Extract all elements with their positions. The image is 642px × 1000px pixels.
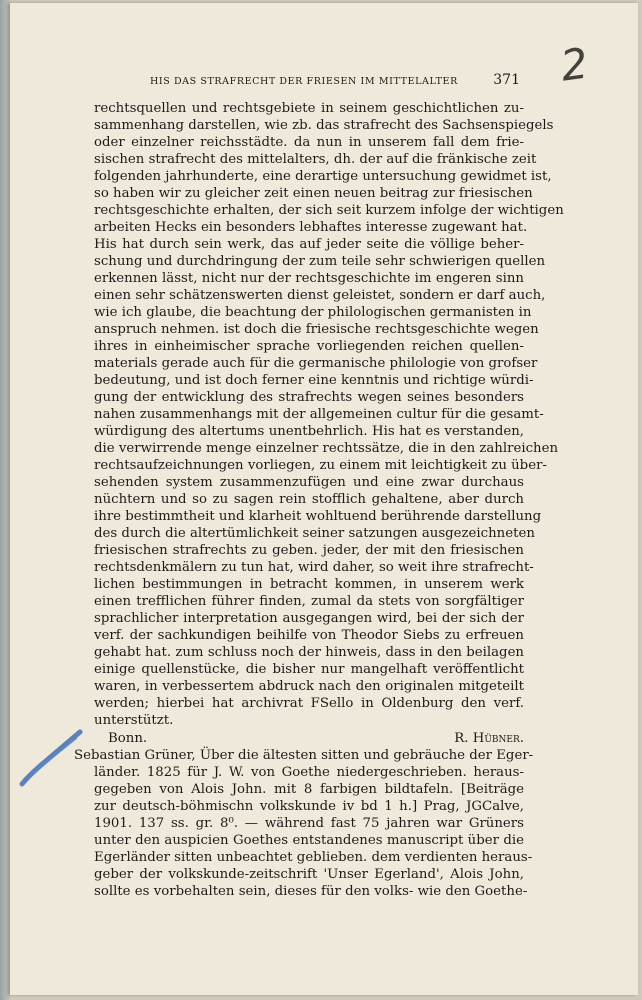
text-line: werden; hierbei hat archivrat FSello in Oldenburg den verf. [94,696,524,711]
book-spine [0,0,10,1000]
text-line: schung und durchdringung der zum teile sehr schwierigen quellen [94,254,546,269]
text-line: zur deutsch-böhmischn volkskunde iv bd 1 h.] Prag, JGCalve, [94,799,524,814]
text-line: His hat durch sein werk, das auf jeder seite die völlige beher- [94,237,524,252]
text-line: Sebastian Grüner, Über die ältesten sitten und gebräuche der Eger- [74,748,534,763]
text-line: die verwirrende menge einzelner rechtssätze, die in den zahlreichen [94,441,559,456]
text-line: gehabt hat. zum schluss noch der hinweis, dass in den beilagen [94,645,524,660]
page-number: 371 [493,72,520,88]
text-line: einige quellenstücke, die bisher nur mangelhaft veröffentlicht [94,662,524,677]
text-line: gegeben von Alois John. mit 8 farbigen bildtafeln. [Beiträge [94,782,524,797]
text-line: oder einzelner reichsstädte. da nun in unserem fall dem frie- [94,135,524,150]
review-paragraph-gruener [74,747,534,900]
text-line: länder. 1825 für J. W. von Goethe niedergeschrieben. heraus- [94,765,524,780]
signature-place: Bonn. [108,731,148,746]
pencil-annotation: 2 [557,38,592,91]
text-line: nüchtern und so zu sagen rein stofflich gehaltene, aber durch [94,492,524,507]
text-line: folgenden jahrhunderte, eine derartige untersuchung gewidmet ist, [94,169,552,184]
text-line: unter den auspicien Goethes entstandenes manuscript über die [94,833,524,848]
text-line: gung der entwicklung des strafrechts wegen seines besonders [94,390,524,405]
signature-author: R. Hübner. [454,731,524,746]
text-line: rechtsdenkmälern zu tun hat, wird daher, so weit ihre strafrecht- [94,560,534,575]
text-line: bedeutung, und ist doch ferner eine kenntnis und richtige würdi- [94,373,534,388]
text-line: ihres in einheimischer sprache vorliegenden reichen quellen- [94,339,524,354]
running-title: HIS DAS STRAFRECHT DER FRIESEN IM MITTELALTER [150,76,458,87]
text-line: nahen zusammenhangs mit der allgemeinen cultur für die gesamt- [94,407,544,422]
text-line: einen sehr schätzenswerten dienst geleistet, sondern er darf auch, [94,288,546,303]
text-line: Egerländer sitten unbeachtet geblieben. dem verdienten heraus- [94,850,533,865]
text-line: rechtsaufzeichnungen vorliegen, zu einem mit leichtigkeit zu über- [94,458,547,473]
text-line: rechtsgeschichte erhalten, der sich seit kurzem infolge der wichtigen [94,203,564,218]
text-line: arbeiten Hecks ein besonders lebhaftes interesse zugewant hat. [94,220,528,235]
text-line: waren, in verbessertem abdruck nach den originalen mitgeteilt [94,679,524,694]
text-line: geber der volkskunde-zeitschrift 'Unser Egerland', Alois John, [94,867,524,882]
text-line: unterstützt. [94,713,174,728]
review-signature [94,730,524,747]
text-line: materials gerade auch für die germanische philologie von grofser [94,356,538,371]
page-body [74,100,564,900]
text-line: anspruch nehmen. ist doch die friesische rechtsgeschichte wegen [94,322,539,337]
text-line: sammenhang darstellen, wie zb. das strafrecht des Sachsenspiegels [94,118,554,133]
text-line: einen trefflichen führer finden, zumal da stets von sorgfältiger [94,594,524,609]
text-line: sollte es vorbehalten sein, dieses für den volks- wie den Goethe- [94,884,528,899]
text-line: ihre bestimmtheit und klarheit wohltuend berührende darstellung [94,509,542,524]
text-line: rechtsquellen und rechtsgebiete in seinem geschichtlichen zu- [94,101,524,116]
text-line: verf. der sachkundigen beihilfe von Theodor Siebs zu erfreuen [94,628,524,643]
text-line: 1901. 137 ss. gr. 8⁰. — während fast 75 jahren war Grüners [94,816,524,831]
text-line: so haben wir zu gleicher zeit einen neuen beitrag zur friesischen [94,186,533,201]
text-line: des durch die altertümlichkeit seiner satzungen ausgezeichneten [94,526,535,541]
text-line: würdigung des altertums unentbehrlich. His hat es verstanden, [94,424,524,439]
text-line: erkennen lässt, nicht nur der rechtsgeschichte im engeren sinn [94,271,524,286]
text-line: lichen bestimmungen in betracht kommen, in unserem werk [94,577,524,592]
text-line: friesischen strafrechts zu geben. jeder, der mit den friesischen [94,543,524,558]
running-header [150,72,520,88]
text-line: sprachlicher interpretation ausgegangen wird, bei der sich der [94,611,524,626]
text-line: sehenden system zusammenzufügen und eine zwar durchaus [94,475,524,490]
text-line: wie ich glaube, die beachtung der philologischen germanisten in [94,305,532,320]
text-line: sischen strafrecht des mittelalters, dh. der auf die fränkische zeit [94,152,537,167]
review-paragraph-his [94,100,564,729]
